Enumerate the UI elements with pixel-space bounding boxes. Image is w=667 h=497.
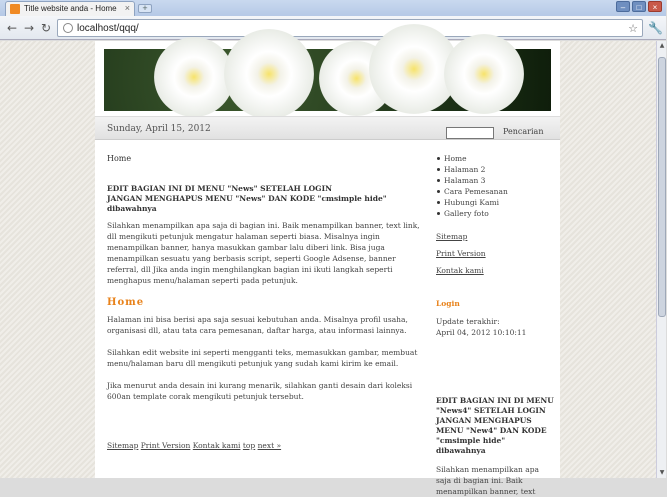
site-container [95,41,560,496]
tab-title: Title website anda - Home [24,4,117,13]
menu-item-hubungi-kami[interactable]: Hubungi Kami [436,197,554,208]
sidebar-body-text: Silahkan menampilkan apa saja di bagian ini. Baik menampilkan banner, text [436,465,540,496]
flower-image [154,37,234,117]
footer-links [107,440,427,451]
top-link[interactable]: top [242,441,256,450]
header-banner-image [104,49,551,111]
minimize-button[interactable]: – [616,1,630,12]
sidebar-edit-notice: EDIT BAGIAN INI DI MENU "News4" SETELAH LOGIN JANGAN MENGHAPUS MENU "New4" DAN KODE "cmsimple hide" dibawahnya [436,396,554,455]
edit-notice-line: JANGAN MENGHAPUS MENU "News" DAN KODE "cmsimple hide" dibawahnya [107,194,387,213]
browser-tab[interactable] [5,1,135,16]
browser-toolbar [0,16,666,40]
body-paragraph: Silahkan edit website ini seperti mengganti teks, memasukkan gambar, membuat menu/halaman baru dll mengikuti petunjuk yang sudah kami kirim ke email. [107,348,418,368]
page-icon [63,23,73,33]
vertical-scrollbar[interactable] [656,41,666,478]
body-paragraph: Jika menurut anda desain ini kurang menarik, silahkan ganti desain dari koleksi 600an template corak mengikuti petunjuk tersebut. [107,381,413,401]
edit-notice [107,184,427,214]
edit-notice-line: EDIT BAGIAN INI DI MENU "News" SETELAH LOGIN [107,184,332,193]
flower-image [444,34,524,114]
maximize-button[interactable]: □ [632,1,646,12]
sidebar-contact-link[interactable]: Kontak kami [436,266,484,275]
sidebar-print-link[interactable]: Print Version [436,249,486,258]
sidebar-sitemap-link[interactable]: Sitemap [436,232,468,241]
title-bar [0,0,666,16]
flower-image [224,29,314,119]
menu-item-halaman-3[interactable]: Halaman 3 [436,175,554,186]
contact-link[interactable]: Kontak kami [192,441,241,450]
scroll-thumb[interactable] [658,57,666,317]
print-version-link[interactable]: Print Version [140,441,191,450]
update-label: Update terakhir: [436,317,500,326]
login-link[interactable]: Login [436,299,460,308]
body-paragraph: Halaman ini bisa berisi apa saja sesuai kebutuhan anda. Misalnya profil usaha, organisasi dll, atau tata cara pemesanan, daftar harga, atau informasi lainnya. [107,315,408,335]
menu-item-gallery-foto[interactable]: Gallery foto [436,208,554,219]
current-date: Sunday, April 15, 2012 [107,124,211,134]
new-tab-button[interactable]: + [138,4,152,13]
address-bar[interactable] [57,19,643,37]
breadcrumb: Home [107,154,132,163]
date-bar [95,116,560,140]
next-link[interactable]: next » [257,441,282,450]
menu-item-home[interactable]: Home [436,153,554,164]
main-content [107,153,427,451]
main-menu [436,153,554,219]
page-title: Home [107,297,145,308]
search-input[interactable] [446,127,494,139]
site-favicon-icon [10,4,20,14]
update-value: April 04, 2012 10:10:11 [436,328,527,337]
sidebar [436,153,554,497]
wrench-menu-icon[interactable]: 🔧 [648,21,663,35]
scroll-up-arrow-icon[interactable]: ▲ [659,42,665,49]
menu-item-halaman-2[interactable]: Halaman 2 [436,164,554,175]
sitemap-link[interactable]: Sitemap [107,441,139,450]
intro-text: Silahkan menampilkan apa saja di bagian ini. Baik menampilkan banner, text link, dll mengikuti petunjuk mengatur halaman seperti biasa. Misalnya ingin menampilkan banner, hanya masukkan gambar lalu diberi link. Bisa juga menampilkan sesuatu yang berbasis script, seperti Google Adsense, banner referral, dll Jika anda ingin menghilangkan bagian ini ikuti langkah seperti menghapus menu/halaman seperti pada petunjuk. [107,221,420,285]
menu-item-cara-pemesanan[interactable]: Cara Pemesanan [436,186,554,197]
forward-button[interactable]: → [23,21,35,35]
reload-button[interactable]: ↻ [40,21,52,35]
page-viewport [0,41,656,496]
url-text[interactable]: localhost/qqq/ [77,23,139,34]
back-button[interactable]: ← [6,21,18,35]
tab-close-icon[interactable]: × [124,3,130,13]
bookmark-star-icon[interactable]: ☆ [628,22,638,35]
close-window-button[interactable]: × [648,1,662,12]
search-button[interactable]: Pencarian [503,127,544,136]
scroll-down-arrow-icon[interactable]: ▼ [659,469,665,476]
